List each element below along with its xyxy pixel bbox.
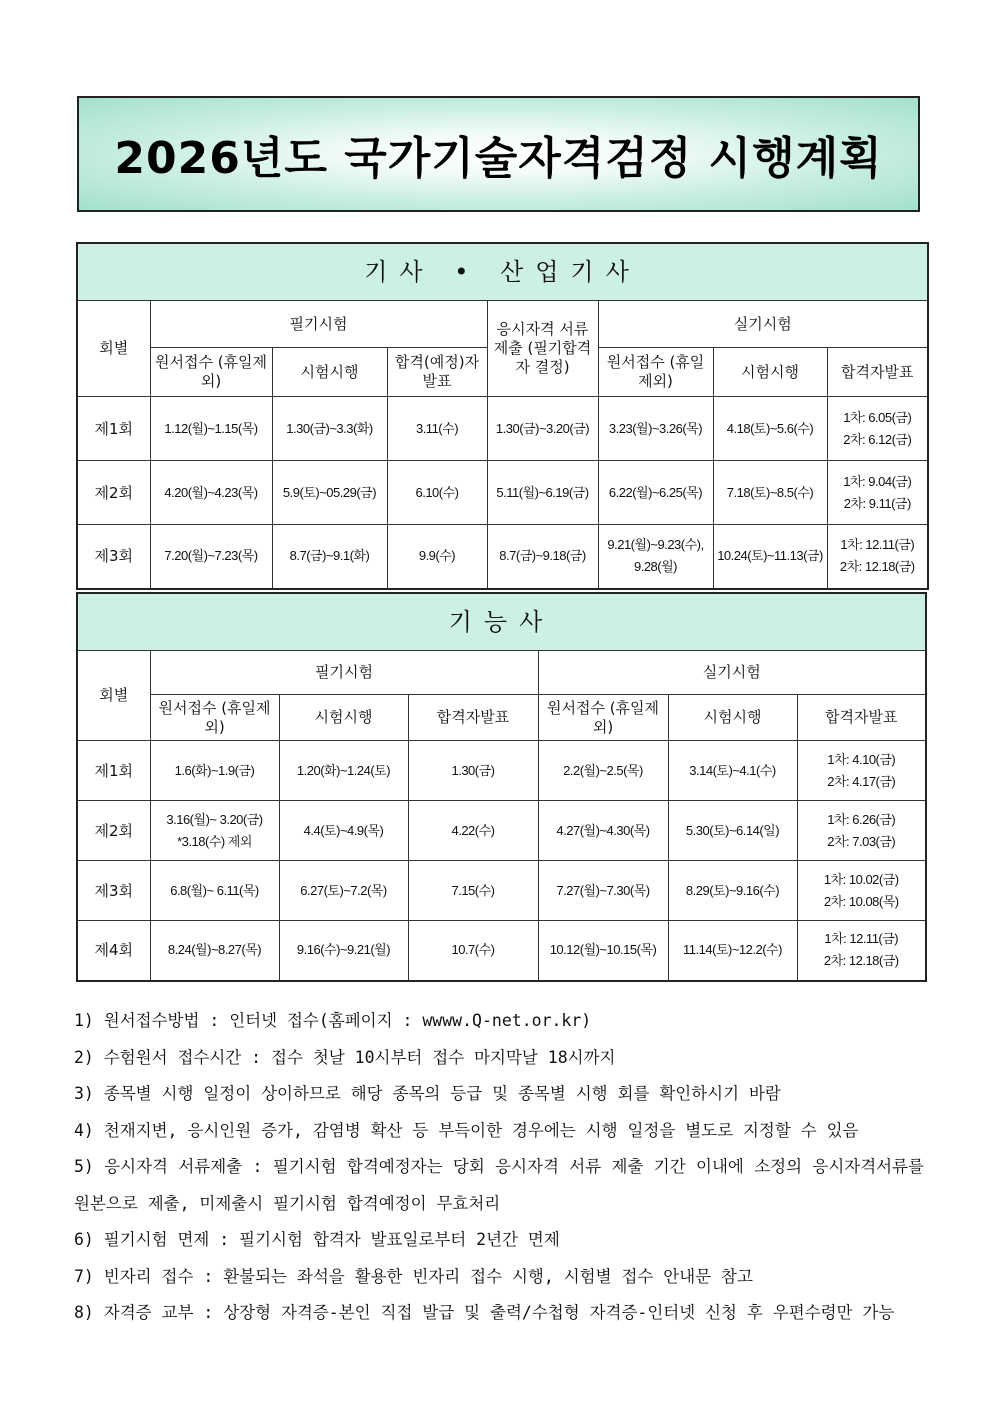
written-exam: 1.20(화)~1.24(토) — [279, 741, 408, 801]
written-result: 1.30(금) — [408, 741, 538, 801]
table-row — [77, 461, 928, 525]
note-item: 2) 수험원서 접수시간 : 접수 첫날 10시부터 접수 마지막날 18시까지 — [74, 1047, 616, 1067]
header-round: 회별 — [77, 651, 150, 741]
header-written-exam: 시험시행 — [279, 695, 408, 741]
result-second: 2차: 12.18(금) — [823, 953, 899, 969]
written-result: 3.11(수) — [387, 397, 487, 461]
practical-result — [827, 525, 928, 589]
written-result: 4.22(수) — [408, 801, 538, 861]
practical-exam: 3.14(토)~4.1(수) — [668, 741, 797, 801]
written-exam: 9.16(수)~9.21(월) — [279, 921, 408, 981]
engineer-schedule-table — [76, 242, 929, 590]
section-heading: 기사 • 산업기사 — [77, 243, 928, 301]
round-label: 제2회 — [77, 461, 150, 525]
table-row — [77, 921, 926, 981]
written-apply: 6.8(월)~ 6.11(목) — [150, 861, 279, 921]
practical-exam: 8.29(토)~9.16(수) — [668, 861, 797, 921]
practical-exam: 10.24(토)~11.13(금) — [713, 525, 827, 589]
round-label: 제1회 — [77, 397, 150, 461]
practical-apply: 6.22(월)~6.25(목) — [598, 461, 713, 525]
header-practical-exam: 시험시행 — [668, 695, 797, 741]
header-written: 필기시험 — [150, 301, 487, 348]
practical-result — [827, 397, 928, 461]
written-result: 7.15(수) — [408, 861, 538, 921]
round-label: 제2회 — [77, 801, 150, 861]
table-row — [77, 525, 928, 589]
header-practical-result: 합격자발표 — [827, 348, 928, 397]
section-heading: 기능사 — [77, 593, 926, 651]
written-result: 10.7(수) — [408, 921, 538, 981]
written-exam: 5.9(토)~05.29(금) — [272, 461, 387, 525]
practical-apply-line1: 9.21(월)~9.23(수), — [607, 537, 704, 553]
practical-result — [797, 861, 926, 921]
written-apply-note: *3.18(수) 제외 — [177, 833, 252, 849]
header-written-apply: 원서접수 (휴일제외) — [150, 695, 279, 741]
practical-result — [827, 461, 928, 525]
header-practical: 실기시험 — [598, 301, 928, 348]
practical-exam: 11.14(토)~12.2(수) — [668, 921, 797, 981]
header-written: 필기시험 — [150, 651, 538, 695]
practical-apply: 2.2(월)~2.5(목) — [538, 741, 668, 801]
written-apply: 1.6(화)~1.9(금) — [150, 741, 279, 801]
note-item: 1) 원서접수방법 : 인터넷 접수(홈페이지 : wwww.Q-net.or.kr) — [74, 1011, 592, 1030]
docs-period: 8.7(금)~9.18(금) — [487, 525, 598, 589]
result-second: 2차: 4.17(금) — [827, 773, 896, 789]
header-practical-apply: 원서접수 (휴일제외) — [598, 348, 713, 397]
practical-exam: 4.18(토)~5.6(수) — [713, 397, 827, 461]
practical-apply: 10.12(월)~10.15(목) — [538, 921, 668, 981]
written-exam: 1.30(금)~3.3(화) — [272, 397, 387, 461]
practical-apply: 7.27(월)~7.30(목) — [538, 861, 668, 921]
result-second: 2차: 10.08(목) — [823, 893, 899, 909]
table-row — [77, 397, 928, 461]
result-first: 1차: 6.26(금) — [827, 811, 896, 827]
header-written-result: 합격(예정)자 발표 — [387, 348, 487, 397]
written-result: 6.10(수) — [387, 461, 487, 525]
header-practical: 실기시험 — [538, 651, 926, 695]
result-first: 1차: 6.05(금) — [843, 409, 912, 425]
written-exam: 8.7(금)~9.1(화) — [272, 525, 387, 589]
docs-period: 5.11(월)~6.19(금) — [487, 461, 598, 525]
written-exam: 4.4(토)~4.9(목) — [279, 801, 408, 861]
header-practical-apply: 원서접수 (휴일제외) — [538, 695, 668, 741]
note-item: 3) 종목별 시행 일정이 상이하므로 해당 종목의 등급 및 종목별 시행 회를 확인하시기 바람 — [74, 1084, 781, 1103]
practical-result — [797, 921, 926, 981]
note-item: 7) 빈자리 접수 : 환불되는 좌석을 활용한 빈자리 접수 시행, 시험별 접수 안내문 참고 — [74, 1266, 753, 1286]
result-first: 1차: 12.11(금) — [824, 931, 899, 947]
practical-result — [797, 741, 926, 801]
note-item: 4) 천재지변, 응시인원 증가, 감염병 확산 등 부득이한 경우에는 시행 일정을 별도로 지정할 수 있음 — [74, 1120, 859, 1140]
practical-apply — [598, 525, 713, 589]
header-practical-result: 합격자발표 — [797, 695, 926, 741]
practical-exam: 7.18(토)~8.5(수) — [713, 461, 827, 525]
result-second: 2차: 7.03(금) — [827, 833, 896, 849]
result-first: 1차: 4.10(금) — [827, 751, 896, 767]
header-round: 회별 — [77, 301, 150, 397]
result-first: 1차: 10.02(금) — [823, 871, 899, 887]
title-banner — [77, 96, 920, 212]
header-written-exam: 시험시행 — [272, 348, 387, 397]
result-second: 2차: 6.12(금) — [843, 431, 912, 447]
header-docs: 응시자격 서류제출 (필기합격자 결정) — [487, 301, 598, 397]
written-apply: 8.24(월)~8.27(목) — [150, 921, 279, 981]
result-second: 2차: 12.18(금) — [839, 559, 915, 575]
header-written-apply: 원서접수 (휴일제외) — [150, 348, 272, 397]
note-item: 8) 자격증 교부 : 상장형 자격증-본인 직접 발급 및 출력/수첩형 자격증-인터넷 신청 후 우편수령만 가능 — [74, 1303, 895, 1322]
written-result: 9.9(수) — [387, 525, 487, 589]
practical-exam: 5.30(토)~6.14(일) — [668, 801, 797, 861]
written-exam: 6.27(토)~7.2(목) — [279, 861, 408, 921]
table-row — [77, 741, 926, 801]
written-apply — [150, 801, 279, 861]
written-apply: 7.20(월)~7.23(목) — [150, 525, 272, 589]
craftsman-schedule-table — [76, 592, 927, 982]
practical-apply-line2: 9.28(월) — [633, 559, 678, 575]
practical-apply: 4.27(월)~4.30(목) — [538, 801, 668, 861]
written-apply-line1: 3.16(월)~ 3.20(금) — [166, 811, 263, 827]
round-label: 제4회 — [77, 921, 150, 981]
docs-period: 1.30(금)~3.20(금) — [487, 397, 598, 461]
round-label: 제1회 — [77, 741, 150, 801]
table-row — [77, 861, 926, 921]
header-written-result: 합격자발표 — [408, 695, 538, 741]
notes-list — [74, 1003, 924, 1332]
result-first: 1차: 9.04(금) — [843, 473, 912, 489]
note-item: 6) 필기시험 면제 : 필기시험 합격자 발표일로부터 2년간 면제 — [74, 1230, 560, 1249]
result-second: 2차: 9.11(금) — [843, 495, 911, 511]
written-apply: 4.20(월)~4.23(목) — [150, 461, 272, 525]
header-practical-exam: 시험시행 — [713, 348, 827, 397]
note-item: 5) 응시자격 서류제출 : 필기시험 합격예정자는 당회 응시자격 서류 제출 기간 이내에 소정의 응시자격서류를 원본으로 제출, 미제출시 필기시험 합격예정이 무효처리 — [74, 1157, 924, 1213]
round-label: 제3회 — [77, 525, 150, 589]
page-title: 2026년도 국가기술자격검정 시행계획 — [114, 133, 883, 184]
practical-apply: 3.23(월)~3.26(목) — [598, 397, 713, 461]
result-first: 1차: 12.11(금) — [840, 537, 915, 553]
practical-result — [797, 801, 926, 861]
table-row — [77, 801, 926, 861]
written-apply: 1.12(월)~1.15(목) — [150, 397, 272, 461]
round-label: 제3회 — [77, 861, 150, 921]
